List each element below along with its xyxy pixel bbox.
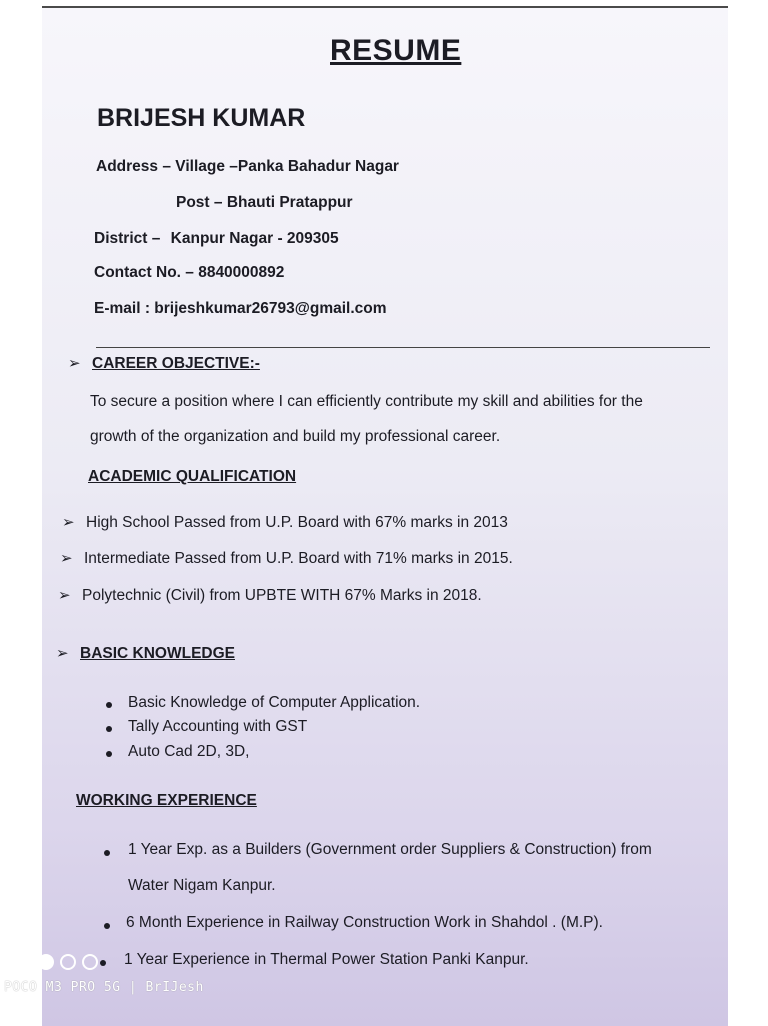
email-line [94,300,387,318]
career-objective-heading: CAREER OBJECTIVE:- [92,355,260,372]
knowledge-item: Auto Cad 2D, 3D, [128,743,250,760]
address-value: – Village –Panka Bahadur Nagar [162,158,399,175]
career-objective-line-1: To secure a position where I can efficiently contribute my skill and abilities for the [90,393,643,410]
left-background [0,0,42,1024]
district-value: Kanpur Nagar - 209305 [170,230,339,247]
address-line [96,158,399,176]
contact-number: Contact No. – 8840000892 [94,264,285,281]
camera-dot-icon [38,954,54,970]
round-bullet-icon [104,923,110,929]
arrow-bullet-icon: ➢ [60,550,73,567]
round-bullet-icon [106,751,112,757]
arrow-bullet-icon: ➢ [62,514,75,531]
round-bullet-icon [106,726,112,732]
email-value: : brijeshkumar26793@gmail.com [144,300,387,317]
camera-dot-icon [82,954,98,970]
experience-item-1-line-1: 1 Year Exp. as a Builders (Government order Suppliers & Construction) from [128,841,652,858]
knowledge-item: Tally Accounting with GST [128,718,308,735]
experience-item-2: 6 Month Experience in Railway Construction Work in Shahdol . (M.P). [126,914,603,931]
academic-item: Intermediate Passed from U.P. Board with 71% marks in 2015. [84,550,513,567]
working-experience-heading: WORKING EXPERIENCE [76,792,257,809]
camera-watermark-text: POCO M3 PRO 5G | BrIJesh [4,980,204,995]
resume-title: RESUME [330,34,462,67]
post-line: Post – Bhauti Pratappur [176,194,353,211]
email-label: E-mail [94,300,141,317]
knowledge-item: Basic Knowledge of Computer Application. [128,694,421,711]
camera-dot-icon [60,954,76,970]
right-background [728,0,768,1024]
career-objective-line-2: growth of the organization and build my professional career. [90,428,501,445]
academic-heading: ACADEMIC QUALIFICATION [88,468,297,485]
round-bullet-icon [104,850,110,856]
address-label: Address [96,158,159,175]
district-line [94,230,339,248]
district-label: District – [94,230,161,247]
arrow-bullet-icon: ➢ [68,355,81,372]
arrow-bullet-icon: ➢ [56,645,69,662]
round-bullet-icon [106,702,112,708]
resume-page [42,6,728,1026]
basic-knowledge-heading: BASIC KNOWLEDGE [80,645,235,662]
section-divider [96,347,710,348]
experience-item-1-line-2: Water Nigam Kanpur. [128,877,276,894]
academic-item: Polytechnic (Civil) from UPBTE WITH 67% Marks in 2018. [82,587,482,604]
camera-watermark [0,944,330,1004]
arrow-bullet-icon: ➢ [58,587,71,604]
academic-item: High School Passed from U.P. Board with 67% marks in 2013 [86,514,508,531]
experience-item-3: 1 Year Experience in Thermal Power Station Panki Kanpur. [124,951,529,968]
candidate-name: BRIJESH KUMAR [97,104,306,132]
